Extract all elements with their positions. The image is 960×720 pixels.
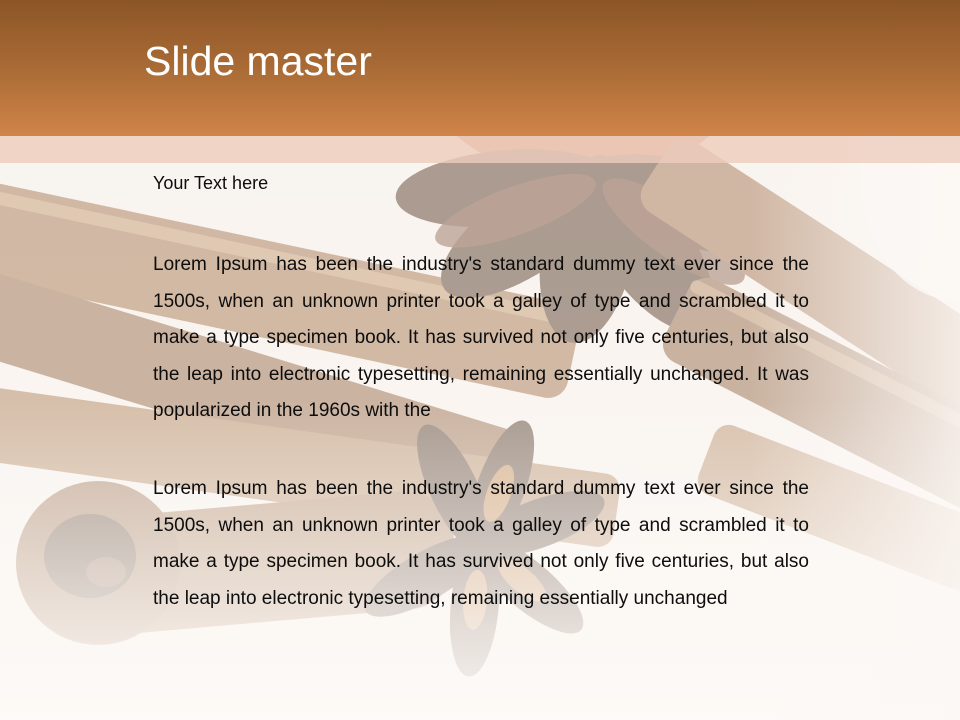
body-paragraph-1[interactable]: Lorem Ipsum has been the industry's standard dummy text ever since the 1500s, when an unknown printer took a galley of type and scrambled it to make a type specimen book. It has survived not only five centuries, but also the leap into electronic typesetting, remaining essentially unchanged. It was popularized in the 1960s with the xyxy=(153,254,809,421)
slide-title[interactable]: Slide master xyxy=(144,38,372,84)
accent-band xyxy=(0,136,960,163)
text-placeholder-label[interactable]: Your Text here xyxy=(153,173,269,193)
body-paragraph-2[interactable]: Lorem Ipsum has been the industry's standard dummy text ever since the 1500s, when an unknown printer took a galley of type and scrambled it to make a type specimen book. It has survived not only five centuries, but also the leap into electronic typesetting, remaining essentially unchanged xyxy=(153,478,809,609)
title-band xyxy=(0,0,960,136)
